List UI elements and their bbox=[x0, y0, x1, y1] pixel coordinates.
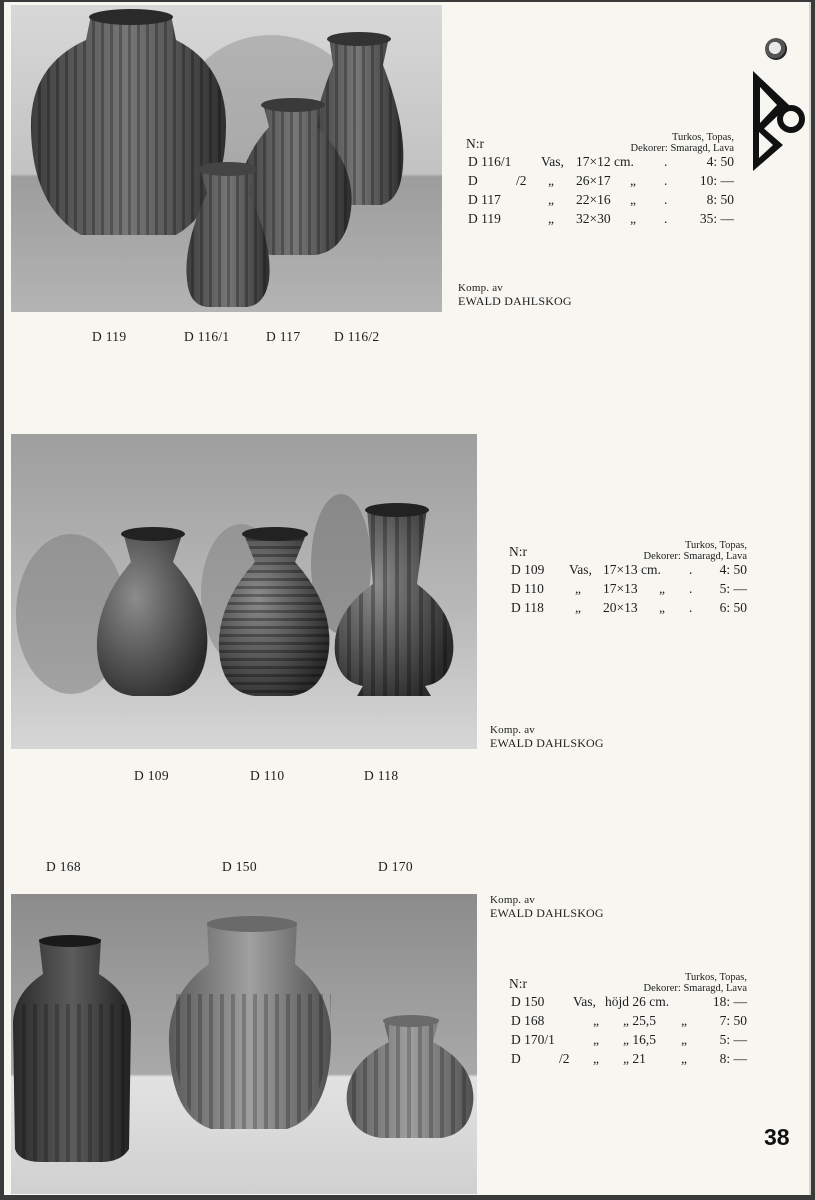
glaze-options bbox=[643, 540, 747, 562]
photo-label: D 117 bbox=[266, 329, 301, 344]
table-row bbox=[509, 600, 747, 619]
leader-dots: . bbox=[689, 581, 693, 596]
product-code: D 118 bbox=[511, 600, 544, 615]
komp-label: Komp. av bbox=[490, 894, 535, 906]
product-size: 17×13 cm. bbox=[603, 562, 661, 577]
product-size: „ 16,5 bbox=[623, 1032, 656, 1047]
nr-label: N:r bbox=[509, 976, 527, 991]
dekorer-label: Dekorer: bbox=[643, 983, 681, 994]
manufacturer-logo-icon bbox=[749, 69, 807, 173]
glaze-colors-line1: Turkos, Topas, bbox=[672, 132, 734, 143]
designer-name: EWALD DAHLSKOG bbox=[458, 294, 572, 308]
product-subcode: /2 bbox=[559, 1051, 570, 1066]
product-size: „ 21 bbox=[623, 1051, 646, 1066]
photo-label: D 110 bbox=[250, 768, 285, 783]
catalog-page bbox=[4, 2, 811, 1195]
dekorer-label: Dekorer: bbox=[643, 551, 681, 562]
photo-label: D 150 bbox=[222, 859, 257, 874]
product-price: 6: 50 bbox=[719, 600, 747, 615]
product-price: 4: 50 bbox=[719, 562, 747, 577]
product-kind: „ bbox=[593, 1032, 599, 1047]
table-row bbox=[466, 154, 734, 173]
photo-label: D 118 bbox=[364, 768, 399, 783]
product-size: höjd 26 cm. bbox=[605, 994, 670, 1009]
photo-label: D 116/2 bbox=[334, 329, 380, 344]
product-kind: „ bbox=[548, 192, 554, 207]
product-code: D 170/1 bbox=[511, 1032, 555, 1047]
product-code: D 119 bbox=[468, 211, 501, 226]
leader-dots: . bbox=[664, 192, 668, 207]
glaze-colors-line2: Smaragd, Lava bbox=[670, 143, 734, 154]
product-code: D bbox=[511, 1051, 521, 1066]
product-kind: Vas, bbox=[573, 994, 596, 1009]
photo-vases-d119-d116-d117 bbox=[11, 5, 442, 312]
product-kind: „ bbox=[593, 1013, 599, 1028]
designer-name: EWALD DAHLSKOG bbox=[490, 906, 604, 920]
ditto-mark: „ bbox=[630, 211, 636, 226]
product-size: 22×16 bbox=[576, 192, 611, 207]
product-size: 17×12 cm. bbox=[576, 154, 634, 169]
product-price: 8: 50 bbox=[706, 192, 734, 207]
glaze-colors-line2: Smaragd, Lava bbox=[683, 551, 747, 562]
table-row bbox=[509, 581, 747, 600]
product-code: D 116/1 bbox=[468, 154, 512, 169]
product-subcode: /2 bbox=[516, 173, 527, 188]
designer-credit-1 bbox=[458, 282, 572, 309]
photo-vases-d109-d110-d118 bbox=[11, 434, 477, 749]
product-code: D 168 bbox=[511, 1013, 545, 1028]
table-row bbox=[466, 192, 734, 211]
ditto-mark: „ bbox=[681, 1032, 687, 1047]
photo-label: D 168 bbox=[46, 859, 81, 874]
product-size: 26×17 bbox=[576, 173, 611, 188]
product-price: 10: — bbox=[699, 173, 734, 188]
product-kind: „ bbox=[575, 600, 581, 615]
table-row bbox=[509, 1051, 747, 1070]
ditto-mark: „ bbox=[659, 581, 665, 596]
product-price: 5: — bbox=[719, 1032, 747, 1047]
binder-hole bbox=[765, 38, 787, 60]
product-kind: „ bbox=[548, 211, 554, 226]
designer-credit-2 bbox=[490, 724, 604, 751]
ditto-mark: „ bbox=[630, 173, 636, 188]
table-row bbox=[509, 994, 747, 1013]
ditto-mark: „ bbox=[630, 192, 636, 207]
glaze-colors-line1: Turkos, Topas, bbox=[685, 540, 747, 551]
photo-label: D 109 bbox=[134, 768, 169, 783]
komp-label: Komp. av bbox=[490, 724, 535, 736]
table-row bbox=[509, 1032, 747, 1051]
product-kind: „ bbox=[593, 1051, 599, 1066]
product-price: 18: — bbox=[712, 994, 747, 1009]
ditto-mark: „ bbox=[659, 600, 665, 615]
product-code: D bbox=[468, 173, 478, 188]
leader-dots: . bbox=[664, 154, 668, 169]
photo-label: D 116/1 bbox=[184, 329, 230, 344]
photo-label: D 170 bbox=[378, 859, 413, 874]
komp-label: Komp. av bbox=[458, 282, 503, 294]
table-row bbox=[509, 1013, 747, 1032]
glaze-colors-line2: Smaragd, Lava bbox=[683, 983, 747, 994]
product-price: 4: 50 bbox=[706, 154, 734, 169]
product-kind: „ bbox=[575, 581, 581, 596]
product-code: D 150 bbox=[511, 994, 545, 1009]
product-price: 8: — bbox=[719, 1051, 747, 1066]
photo-label: D 119 bbox=[92, 329, 127, 344]
glaze-options bbox=[643, 972, 747, 994]
product-code: D 117 bbox=[468, 192, 501, 207]
product-size: „ 25,5 bbox=[623, 1013, 656, 1028]
designer-credit-3 bbox=[490, 894, 604, 921]
product-size: 20×13 bbox=[603, 600, 638, 615]
page-number: 38 bbox=[764, 1124, 790, 1150]
product-price: 7: 50 bbox=[719, 1013, 747, 1028]
product-kind: „ bbox=[548, 173, 554, 188]
leader-dots: . bbox=[664, 211, 668, 226]
table-row bbox=[466, 211, 734, 230]
ditto-mark: „ bbox=[681, 1051, 687, 1066]
photo-vases-d168-d150-d170 bbox=[11, 894, 477, 1194]
nr-label: N:r bbox=[509, 544, 527, 559]
price-table-3 bbox=[509, 964, 747, 1070]
table-row bbox=[509, 562, 747, 581]
leader-dots: . bbox=[664, 173, 668, 188]
product-kind: Vas, bbox=[569, 562, 592, 577]
dekorer-label: Dekorer: bbox=[630, 143, 668, 154]
product-price: 5: — bbox=[719, 581, 747, 596]
nr-label: N:r bbox=[466, 136, 484, 151]
table-row bbox=[466, 173, 734, 192]
designer-name: EWALD DAHLSKOG bbox=[490, 736, 604, 750]
price-table-2 bbox=[509, 532, 747, 619]
product-code: D 110 bbox=[511, 581, 544, 596]
product-kind: Vas, bbox=[541, 154, 564, 169]
product-size: 32×30 bbox=[576, 211, 611, 226]
leader-dots: . bbox=[689, 600, 693, 615]
product-code: D 109 bbox=[511, 562, 545, 577]
product-size: 17×13 bbox=[603, 581, 638, 596]
ditto-mark: „ bbox=[681, 1013, 687, 1028]
glaze-options bbox=[630, 132, 734, 154]
price-table-1 bbox=[466, 124, 734, 230]
product-price: 35: — bbox=[699, 211, 734, 226]
leader-dots: . bbox=[689, 562, 693, 577]
glaze-colors-line1: Turkos, Topas, bbox=[685, 972, 747, 983]
